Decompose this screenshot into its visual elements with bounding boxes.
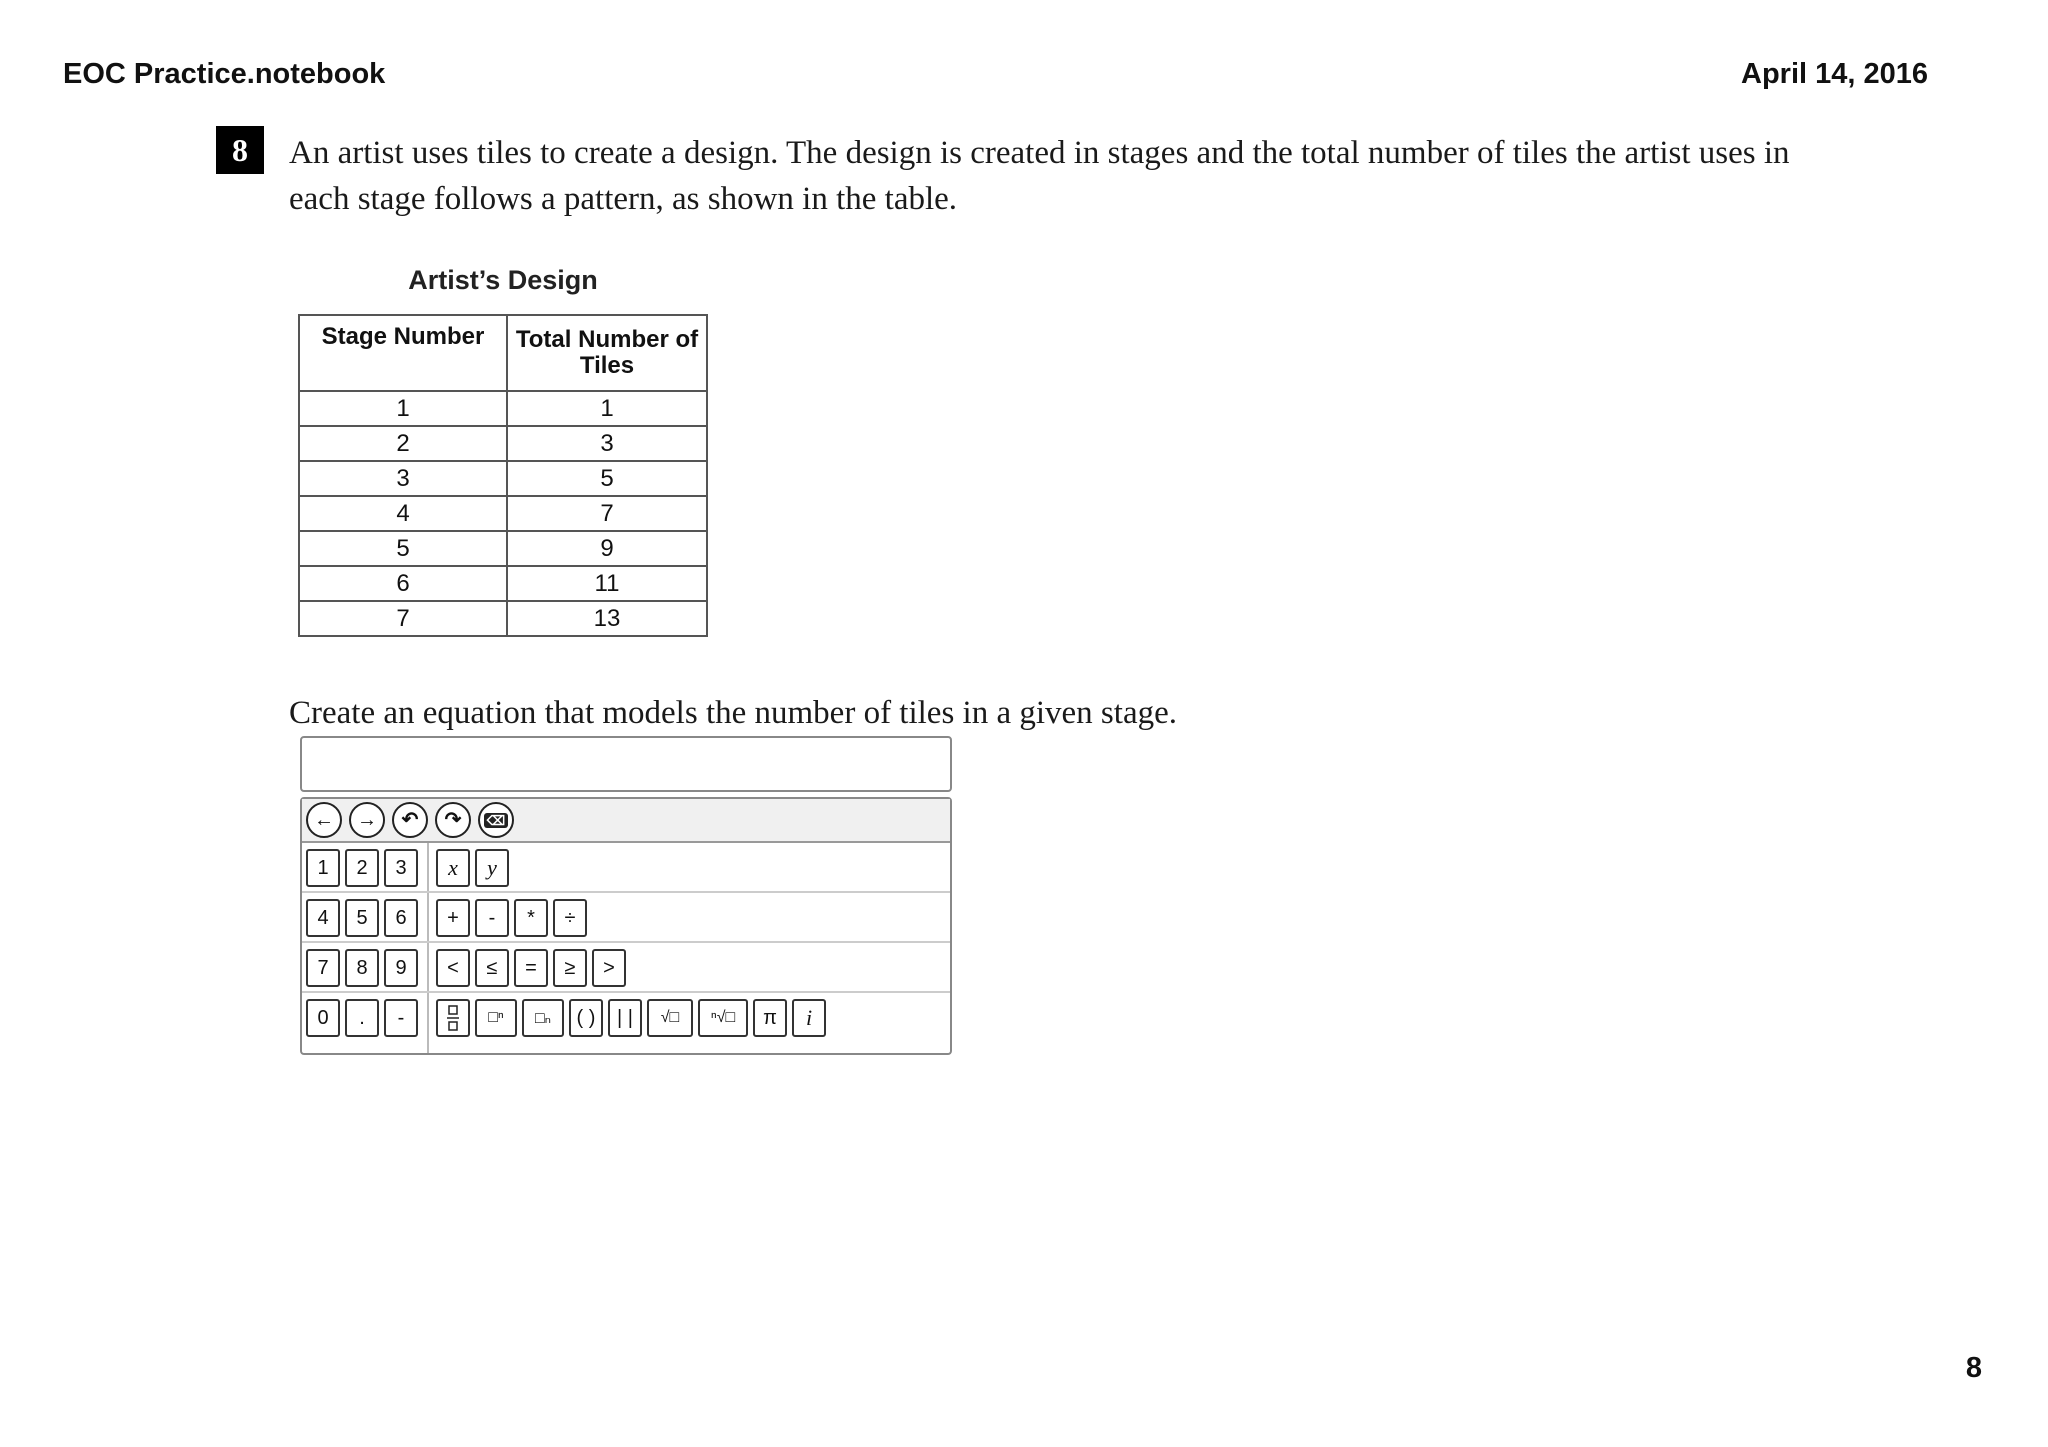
question-number-badge: 8	[216, 126, 264, 174]
tiles-cell: 7	[507, 496, 707, 531]
key-divide[interactable]: ÷	[553, 899, 587, 937]
subscript-icon[interactable]: □ₙ	[522, 999, 564, 1037]
key-9[interactable]: 9	[384, 949, 418, 987]
table-title: Artist’s Design	[408, 265, 598, 295]
fraction-icon[interactable]	[436, 999, 470, 1037]
key-6[interactable]: 6	[384, 899, 418, 937]
table-header-stage: Stage Number	[299, 315, 507, 391]
right-arrow-icon[interactable]: →	[349, 802, 385, 838]
key-greater-equal[interactable]: ≥	[553, 949, 587, 987]
tiles-cell: 9	[507, 531, 707, 566]
stage-cell: 4	[299, 496, 507, 531]
pi-icon[interactable]: π	[753, 999, 787, 1037]
key-decimal[interactable]: .	[345, 999, 379, 1037]
notebook-title: EOC Practice.notebook	[63, 58, 386, 90]
tiles-cell: 13	[507, 601, 707, 636]
key-0[interactable]: 0	[306, 999, 340, 1037]
stage-cell: 3	[299, 461, 507, 496]
tiles-cell: 3	[507, 426, 707, 461]
key-less-than[interactable]: <	[436, 949, 470, 987]
table-header-tiles: Total Number of Tiles	[507, 315, 707, 391]
key-3[interactable]: 3	[384, 849, 418, 887]
tiles-cell: 5	[507, 461, 707, 496]
parentheses-icon[interactable]: ( )	[569, 999, 603, 1037]
delete-icon[interactable]	[478, 802, 514, 838]
task-instruction: Create an equation that models the number of tiles in a given stage.	[289, 695, 1177, 731]
artist-design-table	[298, 314, 708, 637]
undo-icon[interactable]: ↶	[392, 802, 428, 838]
stage-cell: 5	[299, 531, 507, 566]
table-row	[299, 566, 707, 601]
key-1[interactable]: 1	[306, 849, 340, 887]
page-number: 8	[1965, 1352, 1982, 1384]
key-4[interactable]: 4	[306, 899, 340, 937]
key-less-equal[interactable]: ≤	[475, 949, 509, 987]
key-x[interactable]: x	[436, 849, 470, 887]
tiles-cell: 11	[507, 566, 707, 601]
table-row	[299, 391, 707, 426]
absolute-value-icon[interactable]: | |	[608, 999, 642, 1037]
key-greater-than[interactable]: >	[592, 949, 626, 987]
keypad-row-1	[302, 843, 950, 893]
equation-keypad	[300, 797, 952, 1055]
table-row	[299, 531, 707, 566]
table-row	[299, 496, 707, 531]
table-row	[299, 426, 707, 461]
keypad-toolbar	[302, 799, 950, 843]
table-row	[299, 601, 707, 636]
key-multiply[interactable]: *	[514, 899, 548, 937]
stage-cell: 2	[299, 426, 507, 461]
left-arrow-icon[interactable]: ←	[306, 802, 342, 838]
redo-icon[interactable]: ↷	[435, 802, 471, 838]
nth-root-icon[interactable]: ⁿ√□	[698, 999, 748, 1037]
key-7[interactable]: 7	[306, 949, 340, 987]
keypad-row-2	[302, 893, 950, 943]
equation-answer-field[interactable]	[300, 736, 952, 792]
stage-cell: 6	[299, 566, 507, 601]
imaginary-i-icon[interactable]: i	[792, 999, 826, 1037]
page-date: April 14, 2016	[1741, 58, 1928, 90]
key-equals[interactable]: =	[514, 949, 548, 987]
square-root-icon[interactable]: √□	[647, 999, 693, 1037]
question-prompt: An artist uses tiles to create a design. The design is created in stages and the total number of tiles the artist uses in each stage follows a pattern, as shown in the table.	[289, 135, 1790, 217]
table-row	[299, 461, 707, 496]
key-plus[interactable]: +	[436, 899, 470, 937]
keypad-row-4	[302, 993, 950, 1043]
delete-glyph: ⌫	[484, 813, 508, 828]
stage-cell: 7	[299, 601, 507, 636]
tiles-cell: 1	[507, 391, 707, 426]
key-5[interactable]: 5	[345, 899, 379, 937]
fraction-glyph	[446, 1005, 460, 1031]
key-2[interactable]: 2	[345, 849, 379, 887]
stage-cell: 1	[299, 391, 507, 426]
key-minus[interactable]: -	[475, 899, 509, 937]
key-y[interactable]: y	[475, 849, 509, 887]
key-8[interactable]: 8	[345, 949, 379, 987]
exponent-icon[interactable]: □ⁿ	[475, 999, 517, 1037]
key-negative[interactable]: -	[384, 999, 418, 1037]
keypad-row-3	[302, 943, 950, 993]
